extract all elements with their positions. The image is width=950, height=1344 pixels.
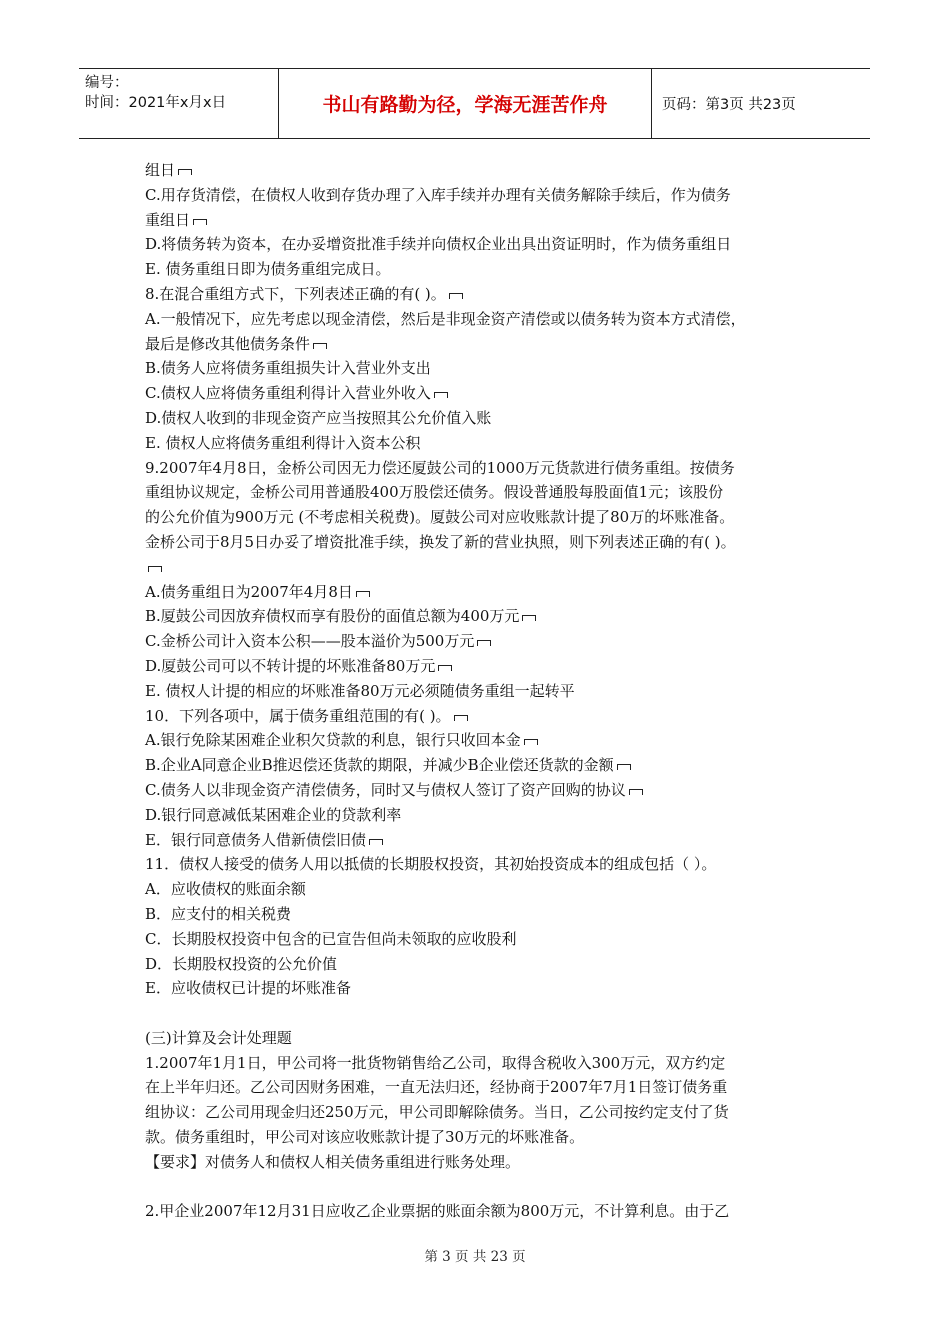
paragraph-mark-icon bbox=[477, 640, 491, 646]
line-text: A.银行免除某困难企业积欠贷款的利息，银行只收回本金 bbox=[145, 731, 521, 750]
text-line bbox=[145, 431, 825, 456]
text-line bbox=[145, 1075, 825, 1100]
line-text: 8.在混合重组方式下，下列表述正确的有( )。 bbox=[145, 284, 446, 303]
blank-line bbox=[145, 1175, 825, 1200]
page-footer: 第 3 页 共 23 页 bbox=[424, 1249, 526, 1265]
line-text: 2.甲企业2007年12月31日应收乙企业票据的账面余额为800万元，不计算利息。由于乙 bbox=[145, 1202, 730, 1221]
text-line bbox=[145, 555, 825, 580]
line-text: 在上半年归还。乙公司因财务困难，一直无法归还，经协商于2007年7月1日签订债务重 bbox=[145, 1078, 728, 1097]
text-line bbox=[145, 629, 825, 654]
date-label: 时间：2021年x月x日 bbox=[85, 95, 227, 111]
text-line bbox=[145, 381, 825, 406]
text-line bbox=[145, 778, 825, 803]
paragraph-mark-icon bbox=[178, 169, 192, 175]
paragraph-mark-icon bbox=[454, 715, 468, 721]
paragraph-mark-icon bbox=[438, 665, 452, 671]
line-text: C.金桥公司计入资本公积——股本溢价为500万元 bbox=[145, 632, 475, 651]
line-text: B.企业A同意企业B推迟偿还货款的期限，并减少B企业偿还货款的金额 bbox=[145, 756, 614, 775]
text-line bbox=[145, 480, 825, 505]
text-line bbox=[145, 877, 825, 902]
document-body bbox=[145, 158, 825, 1224]
text-line bbox=[145, 183, 825, 208]
text-line bbox=[145, 1051, 825, 1076]
line-text: 1.2007年1月1日，甲公司将一批货物销售给乙公司，取得含税收入300万元，双方约定 bbox=[145, 1053, 726, 1072]
text-line bbox=[145, 654, 825, 679]
text-line bbox=[145, 505, 825, 530]
text-line bbox=[145, 1026, 825, 1051]
line-text: 的公允价值为900万元 (不考虑相关税费)。厦鼓公司对应收账款计提了80万的坏账准备。 bbox=[145, 508, 735, 527]
paragraph-mark-icon bbox=[522, 615, 536, 621]
blank-line bbox=[145, 1001, 825, 1026]
paragraph-mark-icon bbox=[449, 293, 463, 299]
line-text: 9.2007年4月8日，金桥公司因无力偿还厦鼓公司的1000万元货款进行债务重组。按债务 bbox=[145, 458, 735, 477]
text-line bbox=[145, 976, 825, 1001]
line-text: 组日 bbox=[145, 161, 176, 179]
text-line bbox=[145, 604, 825, 629]
line-text: C.债务人以非现金资产清偿债务，同时又与债权人签订了资产回购的协议 bbox=[145, 780, 626, 799]
text-line bbox=[145, 530, 825, 555]
text-line bbox=[145, 356, 825, 381]
line-text: E. 债权人计提的相应的坏账准备80万元必须随债务重组一起转平 bbox=[145, 681, 575, 700]
line-text: 金桥公司于8月5日办妥了增资批准手续，换发了新的营业执照，则下列表述正确的有( )。 bbox=[145, 532, 736, 551]
line-text: 重组日 bbox=[145, 210, 191, 229]
text-line bbox=[145, 456, 825, 481]
code-label: 编号： bbox=[85, 75, 129, 91]
line-text: D．长期股权投资的公允价值 bbox=[145, 954, 338, 973]
paragraph-mark-icon bbox=[148, 566, 162, 572]
line-text: 10．下列各项中，属于债务重组范围的有( )。 bbox=[145, 706, 451, 725]
line-text: E．应收债权已计提的坏账准备 bbox=[145, 979, 351, 998]
text-line bbox=[145, 902, 825, 927]
paragraph-mark-icon bbox=[629, 789, 643, 795]
paragraph-mark-icon bbox=[434, 392, 448, 398]
line-text: E．银行同意债务人借新债偿旧债 bbox=[145, 830, 366, 849]
text-line bbox=[145, 927, 825, 952]
line-text: 重组协议规定，金桥公司用普通股400万股偿还债务。假设普通股每股面值1元；该股份 bbox=[145, 483, 724, 502]
header-meta bbox=[79, 69, 279, 138]
line-text: E. 债权人应将债务重组利得计入资本公积 bbox=[145, 433, 421, 452]
line-text: 【要求】对债务人和债权人相关债务重组进行账务处理。 bbox=[145, 1152, 521, 1171]
text-line bbox=[145, 728, 825, 753]
text-line bbox=[145, 679, 825, 704]
line-text: D.将债务转为资本，在办妥增资批准手续并向债权企业出具出资证明时，作为债务重组日 bbox=[145, 235, 732, 254]
text-line bbox=[145, 406, 825, 431]
text-line bbox=[145, 232, 825, 257]
text-line bbox=[145, 704, 825, 729]
text-line bbox=[145, 1100, 825, 1125]
text-line bbox=[145, 580, 825, 605]
text-line bbox=[145, 1150, 825, 1175]
header-motto: 书山有路勤为径，学海无涯苦作舟 bbox=[279, 69, 652, 138]
line-text: B.厦鼓公司因放弃债权而享有股份的面值总额为400万元 bbox=[145, 607, 520, 626]
line-text: 最后是修改其他债务条件 bbox=[145, 334, 311, 353]
line-text: E. 债务重组日即为债务重组完成日。 bbox=[145, 260, 391, 279]
line-text: (三)计算及会计处理题 bbox=[145, 1028, 292, 1047]
paragraph-mark-icon bbox=[617, 764, 631, 770]
line-text: D.债权人收到的非现金资产应当按照其公允价值入账 bbox=[145, 408, 492, 427]
line-text: 组协议：乙公司用现金归还250万元，甲公司即解除债务。当日，乙公司按约定支付了货 bbox=[145, 1103, 729, 1122]
paragraph-mark-icon bbox=[524, 739, 538, 745]
text-line bbox=[145, 282, 825, 307]
text-line bbox=[145, 158, 825, 183]
text-line bbox=[145, 828, 825, 853]
line-text: C.债权人应将债务重组利得计入营业外收入 bbox=[145, 384, 431, 403]
paragraph-mark-icon bbox=[313, 343, 327, 349]
text-line bbox=[145, 952, 825, 977]
line-text: B．应支付的相关税费 bbox=[145, 904, 292, 923]
line-text: A.债务重组日为2007年4月8日 bbox=[145, 582, 353, 601]
paragraph-mark-icon bbox=[193, 219, 207, 225]
text-line bbox=[145, 803, 825, 828]
line-text: C．长期股权投资中包含的已宣告但尚未领取的应收股利 bbox=[145, 929, 517, 948]
header-page-info: 页码：第3页 共23页 bbox=[662, 97, 796, 113]
text-line bbox=[145, 307, 825, 332]
text-line bbox=[145, 852, 825, 877]
page-header bbox=[79, 68, 870, 139]
paragraph-mark-icon bbox=[369, 839, 383, 845]
text-line bbox=[145, 208, 825, 233]
line-text: B.债务人应将债务重组损失计入营业外支出 bbox=[145, 359, 431, 378]
line-text: 11．债权人接受的债务人用以抵债的长期股权投资，其初始投资成本的组成包括（ ）。 bbox=[145, 855, 717, 874]
text-line bbox=[145, 1199, 825, 1224]
text-line bbox=[145, 1125, 825, 1150]
text-line bbox=[145, 332, 825, 357]
text-line bbox=[145, 753, 825, 778]
line-text: A.一般情况下，应先考虑以现金清偿，然后是非现金资产清偿或以债务转为资本方式清偿， bbox=[145, 309, 746, 328]
line-text: 款。债务重组时，甲公司对该应收账款计提了30万元的坏账准备。 bbox=[145, 1128, 585, 1147]
line-text: D.银行同意减低某困难企业的贷款利率 bbox=[145, 805, 402, 824]
line-text: A．应收债权的账面余额 bbox=[145, 880, 306, 899]
paragraph-mark-icon bbox=[356, 591, 370, 597]
line-text: D.厦鼓公司可以不转计提的坏账准备80万元 bbox=[145, 656, 436, 675]
text-line bbox=[145, 257, 825, 282]
line-text: C.用存货清偿，在债权人收到存货办理了入库手续并办理有关债务解除手续后，作为债务 bbox=[145, 185, 731, 204]
